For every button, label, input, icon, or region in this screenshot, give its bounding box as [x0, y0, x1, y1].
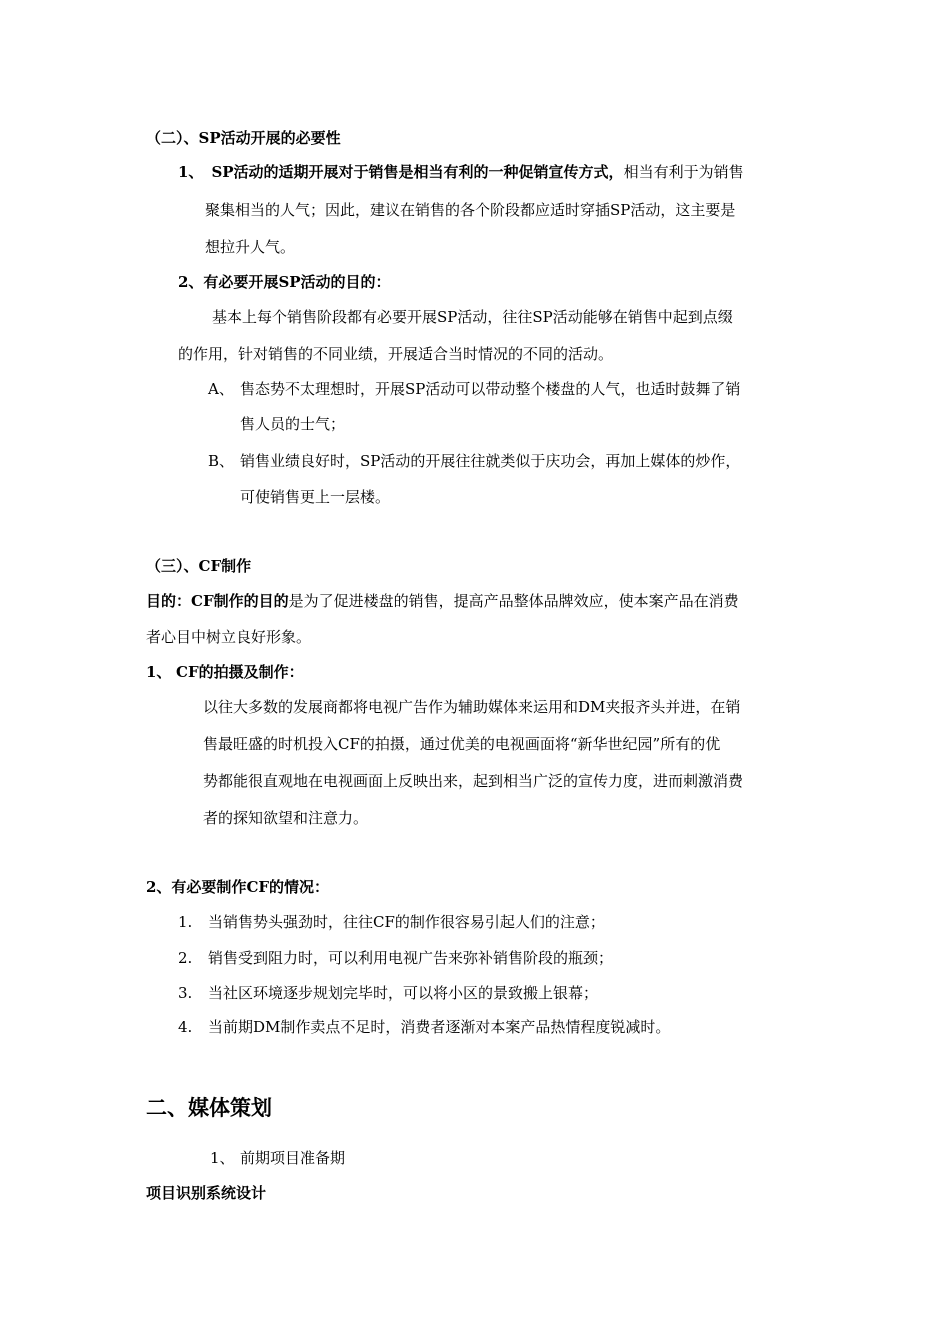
situation-2-text: 销售受到阻力时，可以利用电视广告来弥补销售阶段的瓶颈； — [208, 949, 614, 967]
list-item-a-label: A、 — [208, 380, 234, 398]
paragraph-1-label: 1、 — [178, 163, 204, 181]
cf-item-1-line-1: 以往大多数的发展商都将电视广告作为辅助媒体来运用和DM夹报齐头并进，在销 — [203, 698, 741, 716]
section-heading-cf: （三）、CF制作 — [146, 557, 252, 575]
situation-4-number: 4. — [178, 1018, 193, 1036]
list-item-b-line-2: 可使销售更上一层楼。 — [240, 488, 391, 506]
list-item-b-line-1: 销售业绩良好时，SP活动的开展往往就类似于庆功会，再加上媒体的炒作， — [240, 452, 741, 470]
sp-purpose-line-1: 基本上每个销售阶段都有必要开展SP活动，往往SP活动能够在销售中起到点缀 — [212, 308, 733, 326]
section-heading-sp-necessity: （二）、SP活动开展的必要性 — [146, 129, 341, 147]
media-sub-text: 前期项目准备期 — [240, 1149, 346, 1167]
cf-item-1-line-3: 势都能很直观地在电视画面上反映出来，起到相当广泛的宣传力度，进而刺激消费 — [203, 772, 744, 790]
paragraph-1-line-2: 聚集相当的人气；因此，建议在销售的各个阶段都应适时穿插SP活动，这主要是 — [205, 201, 736, 219]
cf-purpose-rest: 是为了促进楼盘的销售，提高产品整体品牌效应，使本案产品在消费 — [288, 592, 739, 610]
cf-item-1-line-4: 者的探知欲望和注意力。 — [203, 809, 369, 827]
cf-item-1-heading: CF的拍摄及制作： — [176, 663, 304, 681]
cf-purpose-bold: 目的：CF制作的目的 — [146, 592, 289, 610]
paragraph-1-rest-text: 相当有利于为销售 — [623, 163, 744, 181]
list-item-a-line-1: 售态势不太理想时，开展SP活动可以带动整个楼盘的人气，也适时鼓舞了销 — [240, 380, 741, 398]
subheading-sp-purpose: 2、有必要开展SP活动的目的： — [178, 273, 391, 291]
subheading-cf-situations: 2、有必要制作CF的情况： — [146, 878, 330, 896]
paragraph-1-bold-text: SP活动的适期开展对于销售是相当有利的一种促销宣传方式， — [211, 163, 624, 181]
situation-2-number: 2. — [178, 949, 193, 967]
media-sub-label: 1、 — [210, 1149, 235, 1167]
paragraph-1-line-3: 想拉升人气。 — [205, 238, 296, 256]
paragraph-1-line-1 — [178, 162, 744, 182]
sp-purpose-line-2: 的作用，针对销售的不同业绩，开展适合当时情况的不同的活动。 — [178, 345, 614, 363]
situation-3-number: 3. — [178, 984, 193, 1002]
situation-1-text: 当销售势头强劲时，往往CF的制作很容易引起人们的注意； — [208, 913, 605, 931]
cf-item-1-label: 1、 — [146, 663, 172, 681]
situation-4-text: 当前期DM制作卖点不足时，消费者逐渐对本案产品热情程度锐减时。 — [208, 1018, 671, 1036]
list-item-a-line-2: 售人员的士气； — [240, 415, 346, 433]
project-identity-design: 项目识别系统设计 — [146, 1184, 267, 1202]
situation-1-number: 1. — [178, 913, 193, 931]
cf-item-1-line-2: 售最旺盛的时机投入CF的拍摄，通过优美的电视画面将“新华世纪园”所有的优 — [203, 735, 721, 753]
chapter-heading-media-planning: 二、媒体策划 — [146, 1095, 272, 1120]
list-item-b-label: B、 — [208, 452, 235, 470]
situation-3-text: 当社区环境逐步规划完毕时，可以将小区的景致搬上银幕； — [208, 984, 599, 1002]
cf-purpose-line-1 — [146, 591, 739, 611]
cf-purpose-line-2: 者心目中树立良好形象。 — [146, 628, 312, 646]
